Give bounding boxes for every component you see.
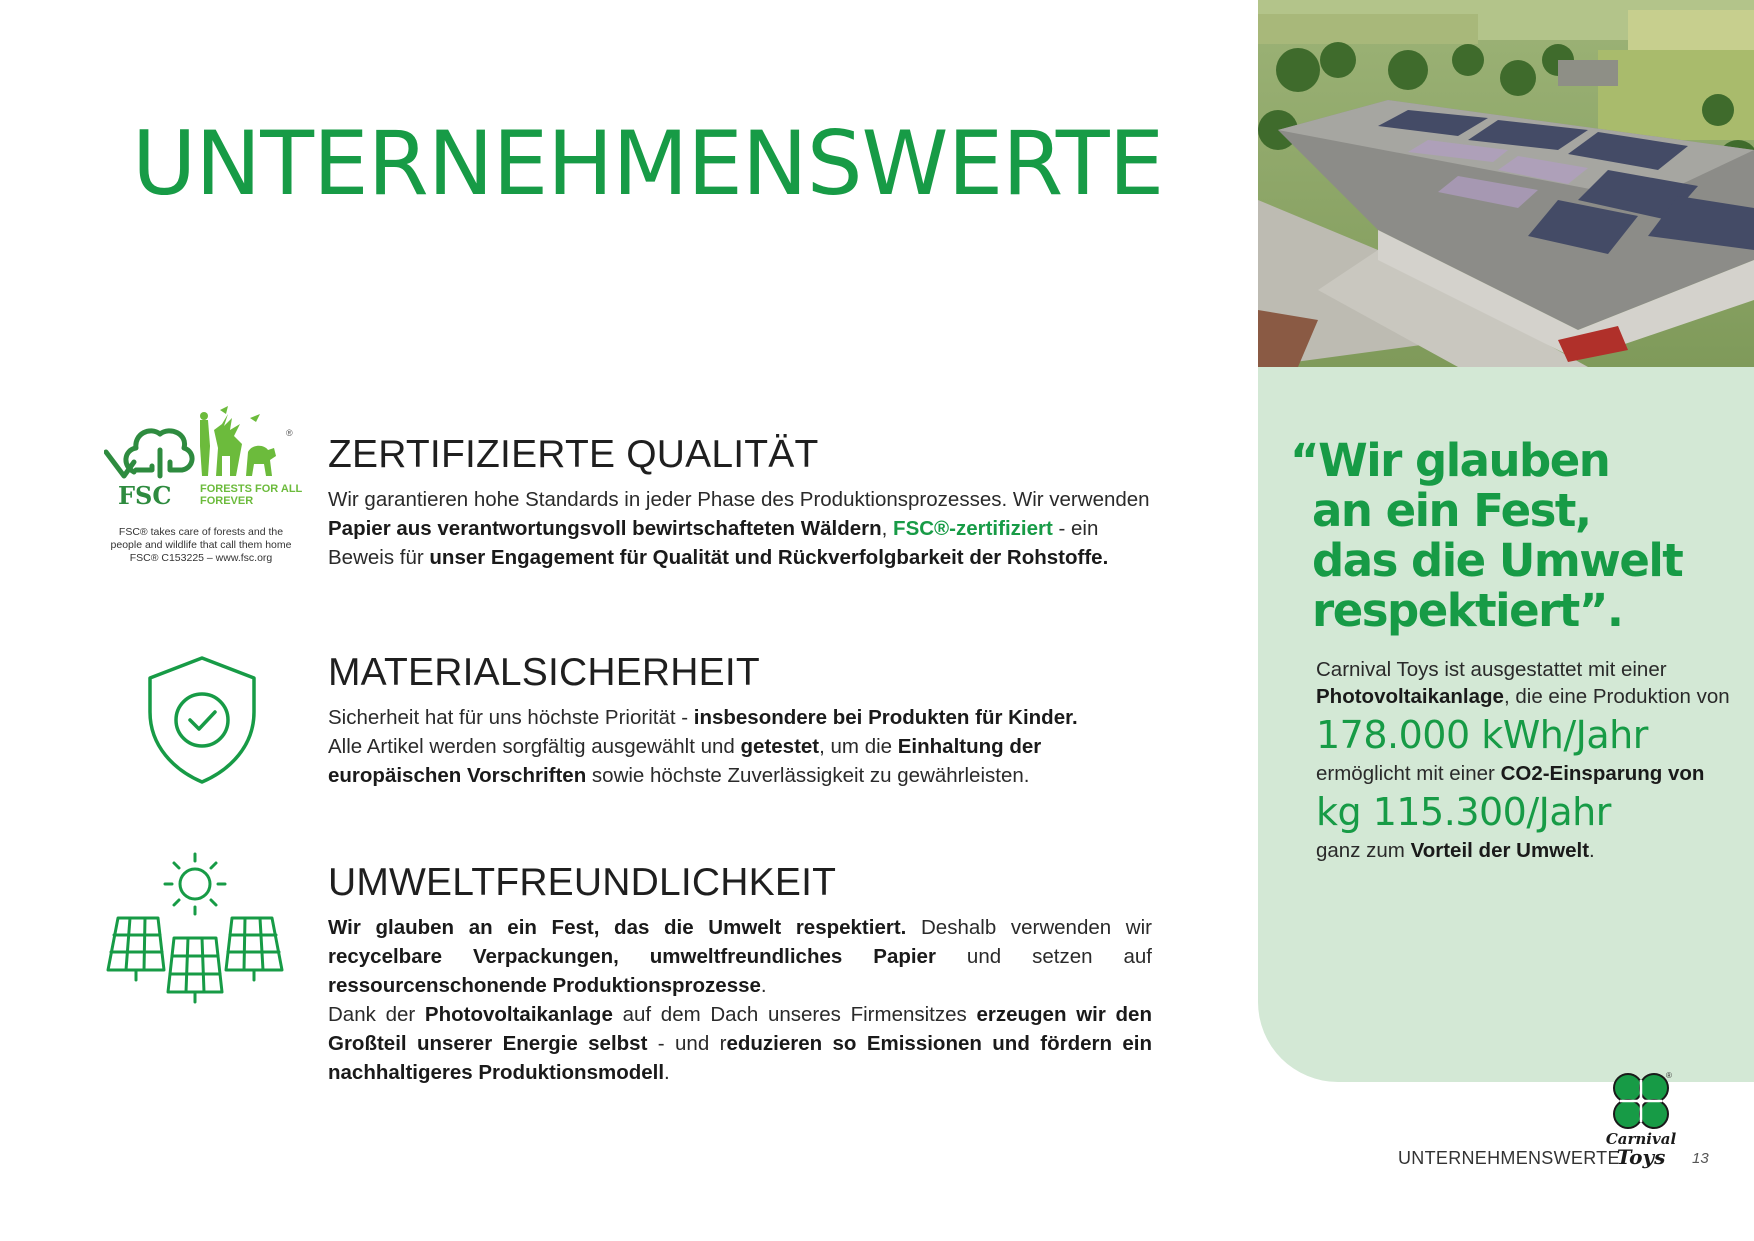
bold-run: CO2-Einsparung von (1500, 762, 1705, 785)
text-run: . (760, 973, 767, 997)
section-safety-text (328, 703, 1152, 790)
fsc-text: FSC (118, 481, 172, 510)
section-quality-heading: ZERTIFIZIERTE QUALITÄT (328, 433, 819, 476)
text-run: Alle Artikel werden sorgfältig ausgewählt und (328, 734, 741, 758)
text-run: - und r (647, 1031, 727, 1055)
text-run: Carnival Toys ist ausgestattet mit einer (1316, 658, 1667, 681)
factory-aerial-photo (1258, 0, 1754, 367)
text-run: ermöglicht mit einer (1316, 762, 1501, 785)
sidebar-quote (1290, 436, 1682, 636)
bold-run: unser Engagement für Qualität und Rückverfolgbarkeit der Rohstoffe. (429, 545, 1109, 569)
shield-check-icon (144, 654, 260, 786)
fsc-caption-line-2: people and wildlife that call them home (110, 539, 292, 551)
section-eco (328, 862, 1152, 1087)
forests-line-1: FORESTS FOR ALL (200, 483, 303, 495)
text-run: , um die (819, 734, 898, 758)
bold-run: ressourcenschonende Produktionsprozesse (328, 973, 761, 997)
text-run: auf dem Dach unseres Firmensitzes (612, 1002, 977, 1026)
text-run: - ein Beweis für (328, 516, 1099, 569)
logo-line-2: Toys (1616, 1145, 1666, 1169)
fsc-registered: ® (286, 428, 293, 438)
text-run: Sicherheit hat für uns höchste Priorität - (328, 705, 694, 729)
text-run: Dank der (328, 1002, 425, 1026)
bold-run: Photovoltaikanlage (424, 1002, 613, 1026)
page-title: UNTERNEHMENSWERTE (132, 112, 1164, 215)
text-run: ganz zum (1316, 839, 1411, 862)
logo-line-1: Carnival (1606, 1130, 1676, 1148)
solar-panel-icon (104, 850, 286, 1006)
footer-section-label: UNTERNEHMENSWERTE (1398, 1148, 1620, 1168)
text-run: . (1589, 839, 1595, 862)
section-eco-text (328, 913, 1152, 1087)
text-run: , die eine Produktion von (1503, 685, 1730, 708)
energy-production-value: 178.000 kWh/Jahr (1316, 713, 1648, 757)
logo-registered: ® (1666, 1071, 1672, 1080)
fsc-certified-highlight: FSC®-zertifiziert (893, 516, 1053, 540)
section-safety (328, 652, 1152, 790)
fsc-caption-line-1: FSC® takes care of forests and the (118, 526, 284, 538)
bold-run: insbesondere bei Produkten für Kinder. (693, 705, 1078, 729)
text-run: . (664, 1060, 670, 1084)
bold-run: Einhaltung der europäischen Vorschriften (328, 734, 1042, 787)
quote-line-3: das die Umwelt (1312, 534, 1683, 587)
forests-line-2: FOREVER (200, 495, 254, 507)
carnival-toys-logo (1606, 1070, 1676, 1170)
sidebar-stats (1316, 656, 1736, 864)
wildlife-icon (200, 406, 276, 476)
bold-run: erzeugen wir den Großteil unserer Energie selbst (328, 1002, 1152, 1055)
fsc-tree-icon (106, 431, 192, 476)
fsc-caption (96, 526, 306, 565)
text-run: und setzen auf (935, 944, 1152, 968)
text-run: Deshalb verwenden wir (906, 915, 1152, 939)
section-safety-heading: MATERIALSICHERHEIT (328, 651, 760, 694)
bold-run: eduzieren so Emissionen und fördern ein nachhaltigeres Produktionsmodell (328, 1031, 1152, 1084)
quote-line-1: “Wir glauben (1290, 434, 1610, 487)
text-run: sowie höchste Zuverlässigkeit zu gewährleisten. (586, 763, 1030, 787)
fsc-logo (104, 404, 304, 526)
bold-run: Vorteil der Umwelt (1410, 839, 1590, 862)
quote-line-4: respektiert”. (1312, 584, 1623, 637)
bold-run: Photovoltaikanlage (1316, 685, 1504, 708)
section-quality-text (328, 485, 1152, 572)
section-quality (328, 434, 1152, 572)
section-eco-heading: UMWELTFREUNDLICHKEIT (328, 861, 837, 904)
text-run: Wir garantieren hohe Standards in jeder Phase des Produktionsprozesses. Wir verwenden (328, 487, 1150, 511)
quote-line-2: an ein Fest, (1312, 484, 1591, 537)
fsc-caption-line-3: FSC® C153225 – www.fsc.org (129, 552, 273, 564)
page-number: 13 (1692, 1150, 1709, 1167)
co2-savings-value: kg 115.300/Jahr (1316, 790, 1611, 834)
bold-run: Papier aus verantwortungsvoll bewirtschafteten Wäldern (328, 516, 882, 540)
bold-run: recycelbare Verpackungen, umweltfreundliches Papier (328, 944, 936, 968)
bold-run: Wir glauben an ein Fest, das die Umwelt respektiert. (328, 915, 907, 939)
text-run: , (881, 516, 894, 540)
bold-run: getestet (740, 734, 820, 758)
